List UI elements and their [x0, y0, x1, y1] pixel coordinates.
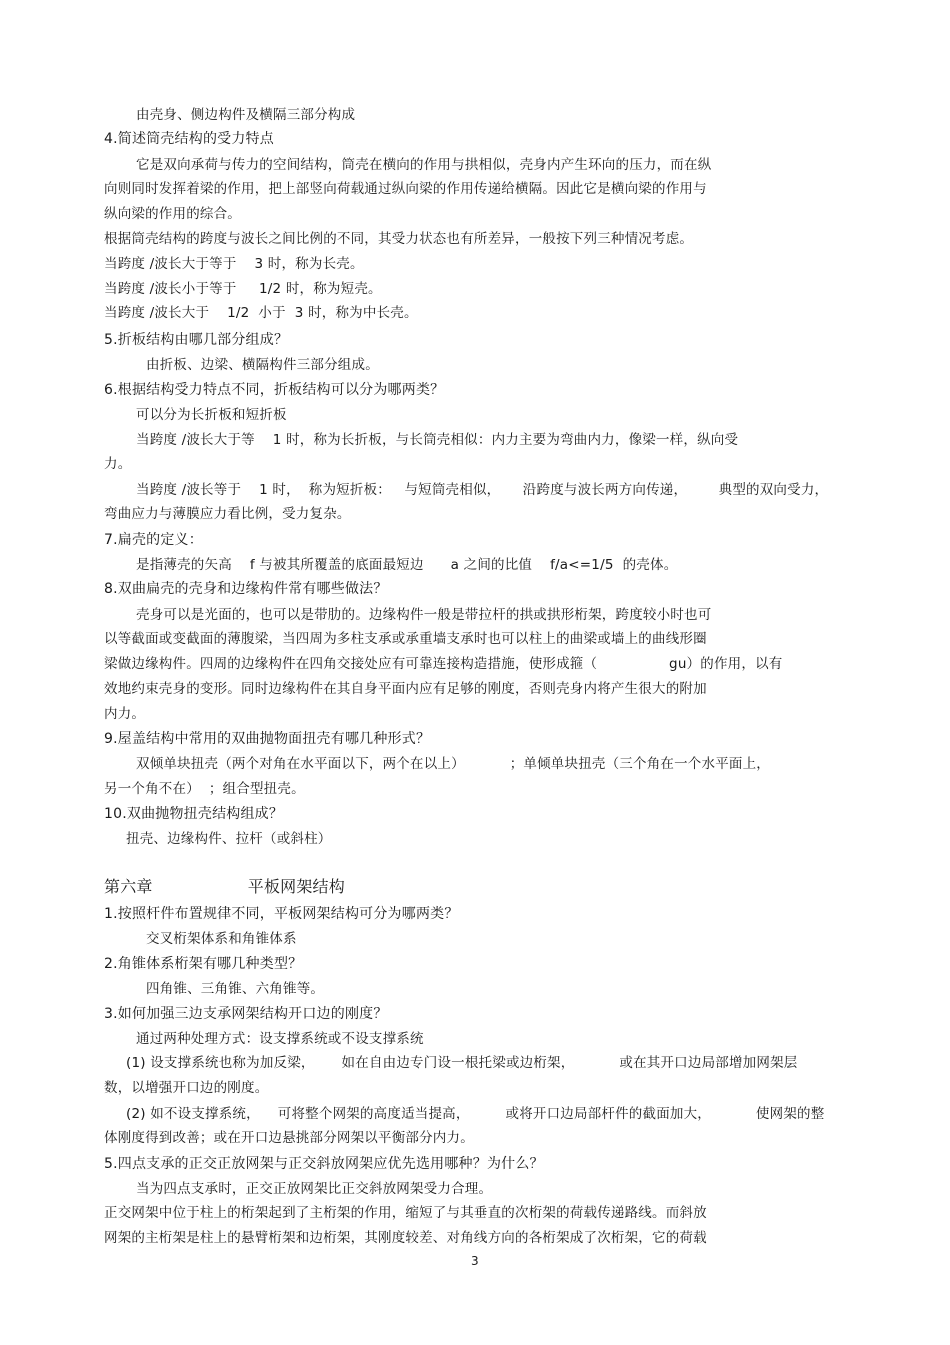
text-line: 数，以增强开口边的刚度。: [104, 1080, 269, 1096]
question-heading: 4.简述筒壳结构的受力特点: [104, 131, 274, 147]
text-line: 网架的主桁架是柱上的悬臂桁架和边桁架，其刚度较差、对角线方向的各桁架成了次桁架，它的荷载: [104, 1230, 707, 1246]
text-line: 效地约束壳身的变形。同时边缘构件在其自身平面内应有足够的刚度，否则壳身内将产生很大的附加: [104, 681, 707, 697]
text-line: 纵向梁的作用的综合。: [104, 206, 241, 222]
question-heading: 10.双曲抛物扭壳结构组成？: [104, 806, 284, 822]
text-line: 可以分为长折板和短折板: [136, 407, 287, 423]
text-line: 当跨度 /波长大于 1/2 小于 3 时，称为中长壳。: [104, 305, 418, 321]
text-line: 交叉桁架体系和角锥体系: [146, 931, 297, 947]
text-line: 壳身可以是光面的，也可以是带肋的。边缘构件一般是带拉杆的拱或拱形桁架，跨度较小时也可: [136, 607, 712, 623]
text-line: 通过两种处理方式：设支撑系统或不设支撑系统: [136, 1031, 424, 1047]
text-line: 当跨度 /波长等于 1 时， 称为短折板： 与短筒壳相似， 沿跨度与波长两方向传递， 典型的双向受力，: [136, 482, 829, 498]
text-line: 由折板、边梁、横隔构件三部分组成。: [146, 357, 379, 373]
question-heading: 2.角锥体系桁架有哪几种类型？: [104, 956, 303, 972]
text-line: 另一个角不在） ；组合型扭壳。: [104, 781, 305, 797]
text-line: 双倾单块扭壳（两个对角在水平面以下，两个在以上） ；单倾单块扭壳（三个角在一个水平面上，: [136, 756, 771, 772]
text-line: 由壳身、侧边构件及横隔三部分构成: [136, 107, 356, 123]
text-line: 四角锥、三角锥、六角锥等。: [146, 981, 325, 997]
text-line: (1) 设支撑系统也称为加反梁， 如在自由边专门设一根托梁或边桁架， 或在其开口边局部增加网架层: [126, 1055, 798, 1071]
text-line: 扭壳、边缘构件、拉杆（或斜柱）: [126, 831, 332, 847]
text-line: 它是双向承荷与传力的空间结构，筒壳在横向的作用与拱相似，壳身内产生环向的压力，而在纵: [136, 157, 712, 173]
text-line: 是指薄壳的矢高 f 与被其所覆盖的底面最短边 a 之间的比值 f/a<=1/5 的壳体。: [136, 557, 678, 573]
text-line: 根据筒壳结构的跨度与波长之间比例的不同，其受力状态也有所差异，一般按下列三种情况考虑。: [104, 231, 694, 247]
question-heading: 9.屋盖结构中常用的双曲抛物面扭壳有哪几种形式？: [104, 731, 431, 747]
text-line: 当跨度 /波长大于等 1 时，称为长折板，与长筒壳相似：内力主要为弯曲内力，像梁一样，纵向受: [136, 432, 739, 448]
question-heading: 3.如何加强三边支承网架结构开口边的刚度？: [104, 1006, 388, 1022]
text-line: 体刚度得到改善；或在开口边悬挑部分网架以平衡部分内力。: [104, 1130, 474, 1146]
text-line: 梁做边缘构件。四周的边缘构件在四角交接处应有可靠连接构造措施，使形成箍（ gu）的作用，以有: [104, 656, 783, 672]
question-heading: 1.按照杆件布置规律不同，平板网架结构可分为哪两类？: [104, 906, 459, 922]
text-line: 向则同时发挥着梁的作用，把上部竖向荷载通过纵向梁的作用传递给横隔。因此它是横向梁的作用与: [104, 181, 707, 197]
text-line: 当为四点支承时，正交正放网架比正交斜放网架受力合理。: [136, 1181, 493, 1197]
question-heading: 8.双曲扁壳的壳身和边缘构件常有哪些做法？: [104, 581, 388, 597]
text-line: 弯曲应力与薄膜应力看比例，受力复杂。: [104, 506, 351, 522]
question-heading: 6.根据结构受力特点不同，折板结构可以分为哪两类？: [104, 382, 445, 398]
chapter-title: 第六章 平板网架结构: [104, 877, 345, 896]
question-heading: 7.扁壳的定义：: [104, 532, 203, 548]
text-line: 当跨度 /波长小于等于 1/2 时，称为短壳。: [104, 281, 382, 297]
text-line: (2) 如不设支撑系统， 可将整个网架的高度适当提高， 或将开口边局部杆件的截面加大， 使网架的整: [126, 1106, 825, 1122]
text-line: 以等截面或变截面的薄腹梁，当四周为多柱支承或承重墙支承时也可以柱上的曲梁或墙上的曲线形圈: [104, 631, 707, 647]
text-line: 当跨度 /波长大于等于 3 时，称为长壳。: [104, 256, 364, 272]
question-heading: 5.四点支承的正交正放网架与正交斜放网架应优先选用哪种？为什么？: [104, 1156, 544, 1172]
text-line: 正交网架中位于柱上的桁架起到了主桁架的作用，缩短了与其垂直的次桁架的荷载传递路线。而斜放: [104, 1205, 707, 1221]
question-heading: 5.折板结构由哪几部分组成？: [104, 332, 289, 348]
text-line: 力。: [104, 456, 132, 472]
text-line: 内力。: [104, 706, 146, 722]
page-number: 3: [471, 1254, 479, 1268]
